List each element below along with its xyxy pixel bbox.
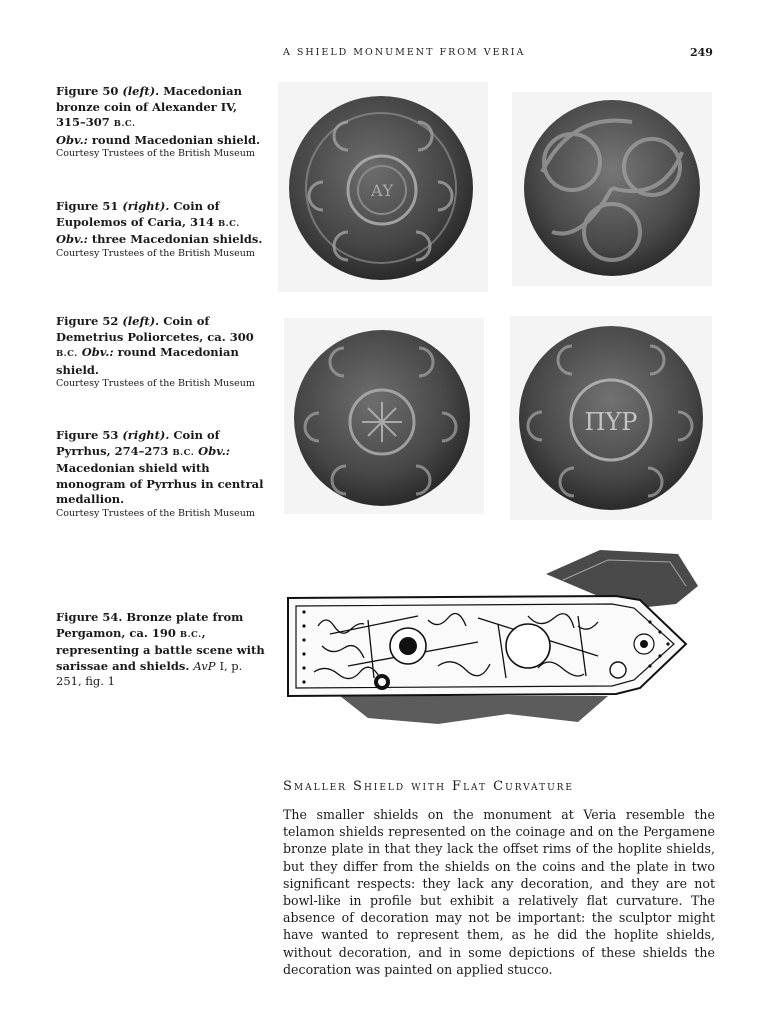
obverse-text: round Macedonian shield. (56, 345, 239, 377)
figure-position: (left). (122, 314, 160, 328)
figure-description-cont: , representing a battle scene with sarissae and shields. (56, 625, 265, 673)
figure-label: Figure 50 (56, 84, 119, 98)
section-heading: Smaller Shield with Flat Curvature (283, 779, 575, 794)
obverse-text: Macedonian shield with monogram of Pyrrhus in central medallion. (56, 461, 264, 506)
bronze-plate-figure-54 (278, 546, 718, 730)
image-credit: Courtesy Trustees of the British Museum (56, 507, 255, 519)
figure-description: Macedonian bronze coin of Alexander IV, 315–307 (56, 84, 242, 129)
obverse-text: three Macedonian shields. (91, 232, 263, 246)
era-label: B.C. (113, 119, 136, 129)
figure-description: Bronze plate from Pergamon, ca. 190 (56, 610, 244, 640)
era-label: B.C. (179, 629, 202, 640)
obverse-label: Obv.: (198, 443, 231, 458)
body-paragraph: The smaller shields on the monument at Veria resemble the telamon shields represented on the coinage and on the Pergamene bronze plate in that they lack the offset rims of the hoplite shields, but they differ from the shields on the coins and the plate in two significant respects: they lack any decoration, and they are not bowl-like in profile but exhibit a relatively flat curvature. The absence of decoration may not be important: the sculptor might have wanted to represent them, as he did the hoplite shields, without decoration, and in some depictions of these shields the decoration was painted on applied stucco. (283, 807, 715, 977)
reference-label: AvP (193, 658, 216, 673)
figure-label: Figure 53 (56, 428, 119, 442)
pyrrhus-monogram: ΠΥΡ (584, 408, 638, 436)
caption-figure-50 (56, 84, 268, 161)
caption-figure-53 (56, 428, 268, 520)
figure-description: Coin of Pyrrhus, 274–273 (56, 428, 220, 458)
image-credit: Courtesy Trustees of the British Museum (56, 148, 255, 159)
reference-text: I, p. 251, fig. 1 (56, 658, 243, 688)
figure-label: Figure 51 (56, 199, 119, 213)
obverse-label: Obv.: (56, 132, 88, 147)
caption-figure-51 (56, 199, 268, 260)
running-head: A SHIELD MONUMENT FROM VERIA (283, 47, 526, 58)
era-label: B.C. (217, 218, 240, 229)
obverse-label: Obv.: (81, 345, 114, 359)
page-number: 249 (690, 46, 713, 59)
era-label: B.C. (172, 447, 195, 458)
image-credit: Courtesy Trustees of the British Museum (56, 247, 255, 259)
caption-figure-52 (56, 314, 268, 391)
figure-label: Figure 54. (56, 610, 123, 624)
era-label: B.C. (56, 349, 78, 359)
figure-position: (right). (122, 199, 170, 213)
coin-figure-52 (284, 318, 484, 514)
image-credit: Courtesy Trustees of the British Museum (56, 378, 255, 389)
caption-figure-54 (56, 610, 268, 690)
coin-figure-51 (512, 92, 712, 286)
coin-figure-50 (278, 82, 488, 292)
figure-description: Coin of Demetrius Poliorcetes, ca. 300 (56, 314, 254, 344)
coin-figure-53 (510, 316, 712, 520)
figure-description: Coin of Eupolemos of Caria, 314 (56, 199, 220, 229)
figure-label: Figure 52 (56, 314, 119, 328)
svg-text:ΑΥ: ΑΥ (370, 181, 394, 200)
obverse-text: round Macedonian shield. (91, 132, 261, 147)
figure-position: (right). (122, 428, 170, 442)
figure-position: (left). (122, 84, 160, 98)
obverse-label: Obv.: (56, 232, 88, 246)
